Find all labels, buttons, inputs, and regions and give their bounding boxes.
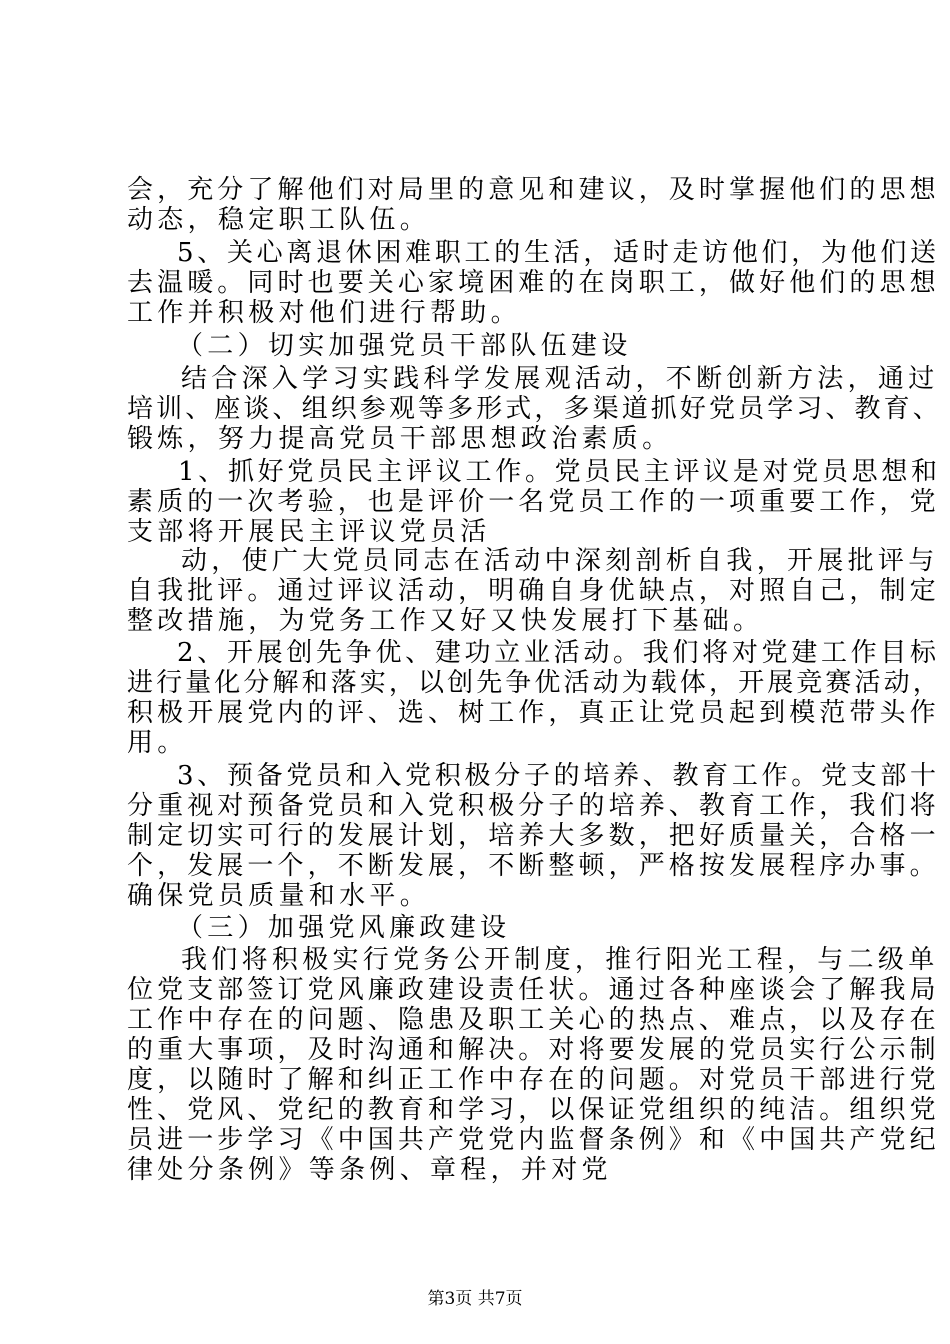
body-line: 去温暖。同时也要关心家境困难的在岗职工，做好他们的思想 — [127, 268, 940, 298]
body-line: 性、党风、党纪的教育和学习，以保证党组织的纯洁。组织党 — [127, 1095, 940, 1125]
body-line: 进行量化分解和落实，以创先争优活动为载体，开展竞赛活动， — [127, 668, 942, 698]
body-line: 动态，稳定职工队伍。 — [127, 205, 431, 235]
body-line: 结合深入学习实践科学发展观活动，不断创新方法，通过 — [181, 364, 939, 394]
body-line: 工作并积极对他们进行帮助。 — [127, 298, 521, 328]
body-line: 支部将开展民主评议党员活 — [127, 517, 491, 547]
body-line: 自我批评。通过评议活动，明确自身优缺点，对照自己，制定 — [127, 576, 940, 606]
section-heading: （二）切实加强党员干部队伍建设 — [177, 331, 632, 361]
body-line: 5、关心离退休困难职工的生活，适时走访他们，为他们送 — [177, 238, 940, 268]
body-line: 1、抓好党员民主评议工作。党员民主评议是对党员思想和 — [178, 457, 941, 487]
page-number-footer: 第3页 共7页 — [427, 1289, 523, 1309]
body-line: 2、开展创先争优、建功立业活动。我们将对党建工作目标 — [177, 638, 940, 668]
body-line: 积极开展党内的评、选、树工作，真正让党员起到模范带头作 — [127, 698, 940, 728]
body-line: 位党支部签订党风廉政建设责任状。通过各种座谈会了解我局 — [127, 975, 940, 1005]
body-line: 个，发展一个，不断发展，不断整顿，严格按发展程序办事。 — [127, 851, 940, 881]
body-line: 素质的一次考验，也是评价一名党员工作的一项重要工作，党 — [127, 487, 940, 517]
body-line: 制定切实可行的发展计划，培养大多数，把好质量关，合格一 — [127, 821, 940, 851]
body-line: 会，充分了解他们对局里的意见和建议，及时掌握他们的思想 — [127, 175, 940, 205]
body-line: 的重大事项，及时沟通和解决。对将要发展的党员实行公示制 — [127, 1035, 940, 1065]
body-line: 3、预备党员和入党积极分子的培养、教育工作。党支部十 — [177, 761, 940, 791]
body-line: 整改措施，为党务工作又好又快发展打下基础。 — [127, 606, 764, 636]
body-line: 工作中存在的问题、隐患及职工关心的热点、难点，以及存在 — [127, 1005, 940, 1035]
body-line: 动，使广大党员同志在活动中深刻剖析自我，开展批评与 — [181, 546, 939, 576]
body-line: 培训、座谈、组织参观等多形式，多渠道抓好党员学习、教育、 — [127, 394, 942, 424]
body-line: 员进一步学习《中国共产党党内监督条例》和《中国共产党纪 — [127, 1125, 940, 1155]
body-line: 度，以随时了解和纠正工作中存在的问题。对党员干部进行党 — [127, 1065, 940, 1095]
body-line: 分重视对预备党员和入党积极分子的培养、教育工作，我们将 — [127, 791, 940, 821]
body-line: 我们将积极实行党务公开制度，推行阳光工程，与二级单 — [181, 945, 939, 975]
body-line: 用。 — [127, 728, 188, 758]
body-line: 确保党员质量和水平。 — [127, 881, 431, 911]
body-line: 锻炼，努力提高党员干部思想政治素质。 — [127, 424, 673, 454]
body-line: 律处分条例》等条例、章程，并对党 — [127, 1155, 612, 1185]
section-heading: （三）加强党风廉政建设 — [177, 913, 511, 943]
